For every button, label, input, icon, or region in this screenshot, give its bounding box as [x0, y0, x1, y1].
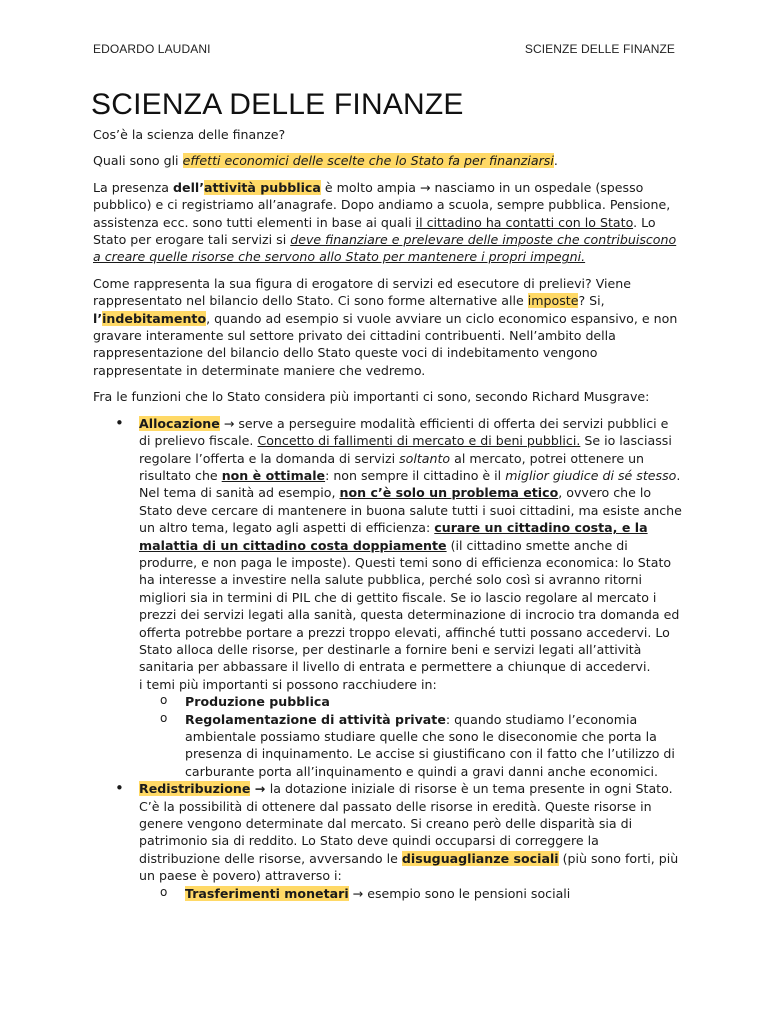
list-item-redistribuzione [93, 780, 683, 902]
highlight-transfers: Trasferimenti monetari [185, 885, 349, 901]
underline-ethical-problem: non c’è solo un problema etico [339, 485, 559, 501]
list-item-regolamentazione [139, 711, 683, 781]
text: la dotazione iniziale di risorse è un tema presente in ogni Stato. C’è la possibilità di ottenere dal passato delle risorse in eredità. Queste risorse in genere vengono determinate dal mercato. Si creano però delle disparità sia di patrimonio sia di reddito. Lo Stato deve quindi occuparsi di correggere la distribuzione delle risorse, avversando le [139, 781, 673, 866]
highlight-debt: indebitamento [102, 310, 207, 326]
text: , ovvero che lo Stato deve cercare di mantenere in buona salute tutti i suoi cittadini, ma esiste anche un altro tema, legato agli aspetti di efficienza: [139, 485, 682, 536]
highlight-inequality: disuguaglianze sociali [401, 850, 559, 866]
document-body [93, 126, 683, 902]
text: (il cittadino smette anche di produrre, e non paga le imposte). Questi temi sono di efficienza economica: lo Stato ha interesse a investire nella salute pubblica, perché solo così si avranno ritorni migliori sia in termini di PIL che di gettito fiscale. Se io lascio regolare al mercato i prezzi dei servizi legati alla sanità, questa determinazione di incrocio tra domanda ed offerta potrebbe portare a prezzi troppo elevati, affinché tutti possano accedervi. Lo Stato alloca delle risorse, per destinarle a fornire beni e servizi legati all’attività sanitaria per abbassare il livello di entrata e permettere a chiunque di accedervi. [139, 537, 680, 675]
underline-cost-citizen: curare un cittadino costa, e la malattia di un cittadino costa doppiamente [139, 520, 648, 553]
highlight-redistribuzione: Redistribuzione [139, 781, 251, 797]
bold-text: l’ [93, 310, 103, 326]
text: . [553, 153, 558, 169]
allocazione-sublist [139, 693, 683, 780]
intro-question: Cos’è la scienza delle finanze? [93, 127, 286, 142]
list-item-trasferimenti [139, 885, 683, 902]
text: → esempio sono le pensioni sociali [348, 885, 571, 901]
bold-text: dell’ [173, 179, 204, 195]
paragraph-effects [93, 152, 683, 169]
highlight-taxes: imposte [527, 293, 579, 309]
redistribuzione-sublist [139, 885, 683, 902]
list-item-allocazione [93, 415, 683, 781]
paragraph-budget [93, 275, 683, 379]
text: Come rappresenta la sua figura di erogatore di servizi ed esecutore di prelievi? Viene rappresentato nel bilancio dello Stato. Ci sono forme alternative alle [93, 275, 632, 309]
underline-finance-taxes: deve finanziare e prelevare delle imposte che contribuiscono a creare quelle risorse che servono allo Stato per mantenere i propri impegni. [93, 232, 677, 265]
bold-text: Regolamentazione di attività private [185, 711, 446, 727]
text: al mercato, potrei ottenere un risultato che [139, 450, 645, 483]
highlight-allocazione: Allocazione [139, 415, 220, 431]
text: La presenza [93, 179, 174, 195]
text: : quando studiamo l’economia ambientale possiamo studiare quelle che sono le diseconomie che porta la presenza di inquinamento. Le accise si giustificano con il fatto che l’utilizzo di carburante porta all’inquinamento e quindi a gravi danni anche economici. [185, 711, 675, 779]
italic-text: miglior giudice di sé stesso [505, 467, 677, 483]
highlight-public-activity: attività pubblica [204, 179, 321, 195]
text: , quando ad esempio si vuole avviare un ciclo economico espansivo, e non gravare interamente sul settore privato dei cittadini contribuenti. Nell’ambito della rappresentazione del bilancio dello Stato queste voci di indebitamento vengono rappresentate in determinate maniere che vedremo. [93, 310, 678, 378]
text: . Nel tema di sanità ad esempio, [139, 467, 681, 501]
text: . Lo Stato per erogare tali servizi si [93, 214, 656, 248]
paragraph-public-activity [93, 179, 683, 266]
text: è molto ampia → nasciamo in un ospedale (spesso pubblico) e ci registriamo all’anagrafe. Dopo andiamo a scuola, sempre pubblica. Pensione, assistenza ecc. sono tutti elementi in base ai quali [93, 179, 671, 230]
paragraph-musgrave: Fra le funzioni che lo Stato considera più importanti ci sono, secondo Richard Musgrave: [93, 389, 650, 405]
underline-market-failures: Concetto di fallimenti di mercato e di beni pubblici. [257, 433, 581, 449]
text: ? Si, [578, 293, 605, 309]
header-author: EDOARDO LAUDANI [93, 42, 211, 56]
text: Quali sono gli [93, 153, 183, 169]
text: Se io lasciassi regolare l’offerta e la domanda di servizi [139, 433, 672, 466]
text: i temi più importanti si possono racchiudere in: [139, 676, 437, 692]
bold-text: Produzione pubblica [185, 694, 330, 710]
text: : non sempre il cittadino è il [325, 467, 506, 483]
arrow-text: → [250, 781, 270, 797]
underline-citizen-contacts: il cittadino ha contatti con lo Stato [415, 214, 634, 230]
text: → serve a perseguire modalità efficienti di offerta dei servizi pubblici e di prelievo fiscale. [139, 415, 669, 449]
header-course: SCIENZE DELLE FINANZE [524, 42, 675, 56]
list-item-produzione [139, 693, 683, 710]
italic-text: soltanto [399, 450, 451, 466]
text: (più sono forti, più un paese è povero) attraverso i: [139, 850, 679, 884]
underline-not-optimal: non è ottimale [221, 467, 326, 483]
functions-list [93, 415, 683, 902]
page-title: SCIENZA DELLE FINANZE [91, 88, 464, 121]
highlight-effects: effetti economici delle scelte che lo Stato fa per finanziarsi [182, 153, 554, 169]
